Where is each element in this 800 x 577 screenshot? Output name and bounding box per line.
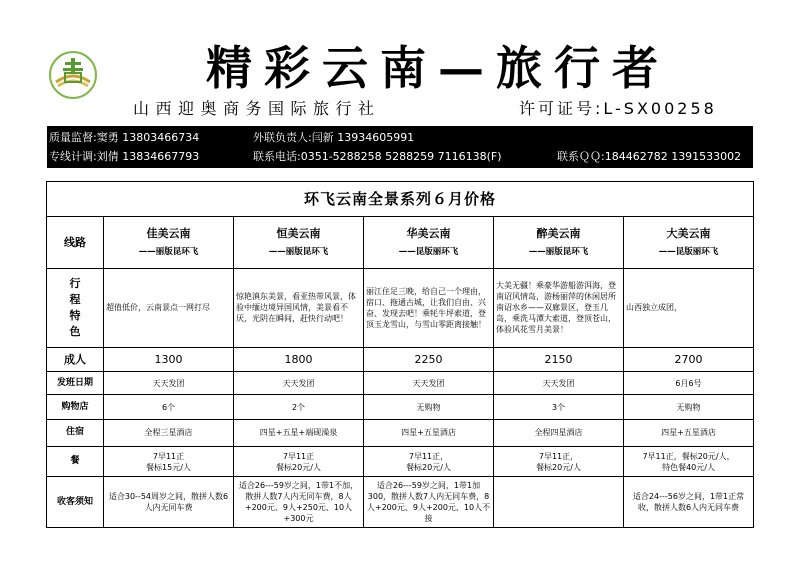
meals-value: 7早11正， 餐标20元/人: [494, 447, 624, 477]
hotel-value: 四星+五星酒店: [624, 419, 754, 446]
shopping-value: 无购物: [624, 395, 754, 419]
route-cell: [234, 217, 364, 269]
hotel-value: 四星+五星+端砚澡泉: [234, 419, 364, 446]
agency-name: 山西迎奥商务国际旅行社: [133, 99, 381, 118]
notes-value: [494, 477, 624, 528]
hotline-contact: 专线计调:刘倩 13834667793: [49, 150, 200, 163]
meals-value: 7早11正， 餐标20元/人: [364, 447, 494, 477]
adult-price: 2700: [624, 347, 754, 371]
features-text: 惊艳滇东美景，看亚热带风景，体验中缅边境异国风情，美景看不厌，光阴在瞬间，赶快行动吧！: [234, 269, 364, 348]
features-text: 山西独立成团，: [624, 269, 754, 348]
hotel-value: 四星+五星酒店: [364, 419, 494, 446]
agency-logo-icon: [48, 50, 98, 100]
contact-bar: [47, 126, 753, 168]
features-label: 行 程 特 色: [47, 269, 104, 348]
route-row: [47, 217, 754, 269]
route-name: 华美云南: [406, 226, 451, 240]
meals-row: [47, 447, 754, 477]
departure-value: 天天发团: [104, 372, 234, 395]
route-name: 醉美云南: [536, 226, 581, 240]
price-table: [46, 181, 754, 528]
route-subtitle: ——丽版昆环飞: [268, 246, 329, 257]
hotel-row: [47, 419, 754, 446]
route-cell: [104, 217, 234, 269]
departure-value: 天天发团: [364, 372, 494, 395]
shopping-value: 无购物: [364, 395, 494, 419]
meals-value: 7早11正 餐标15元/人: [104, 447, 234, 477]
shopping-label: 购物店: [47, 395, 104, 419]
adult-price-row: [47, 347, 754, 371]
hotel-label: 住宿: [47, 419, 104, 446]
features-text: 丽江住足三晚，给自己一个理由，宿口、拖通古城，让我们自由、兴奋、发现去吧！乘牦牛坪索道，登顶玉龙雪山，与雪山零距离接触！: [364, 269, 494, 348]
meals-value: 7早11正 餐标20元/人: [234, 447, 364, 477]
adult-price: 2150: [494, 347, 624, 371]
route-subtitle: ——丽版昆环飞: [528, 246, 589, 257]
notes-row: [47, 477, 754, 528]
meals-label: 餐: [47, 447, 104, 477]
route-subtitle: ——丽版昆环飞: [138, 246, 199, 257]
shopping-value: 6个: [104, 395, 234, 419]
meals-value: 7早11正，餐标20元/人， 特色餐40元/人: [624, 447, 754, 477]
departure-row: [47, 372, 754, 395]
notes-value: 适合26---59岁之间，1带1加300，散拼人数7人内无同车费，8人+200元、9人+200元、10人不接: [364, 477, 494, 528]
departure-value: 天天发团: [494, 372, 624, 395]
adult-label: 成人: [47, 347, 104, 371]
table-caption: 环飞云南全景系列６月价格: [47, 182, 754, 217]
route-cell: [364, 217, 494, 269]
features-text: 大美无疆！乘豪华游船游洱海，登南诏风情岛，游杨丽萍的休闲居所南诏水乡——双廊景区，登玉几岛，乘洗马潭大索道，登顶苍山，体验风花雪月美景！: [494, 269, 624, 348]
hotel-value: 全程四星酒店: [494, 419, 624, 446]
quality-supervisor: 质量监督:窦勇 13803466734: [49, 131, 200, 144]
notes-label: 收客须知: [47, 477, 104, 528]
features-row: [47, 269, 754, 348]
route-label: 线路: [47, 217, 104, 269]
departure-value: 天天发团: [234, 372, 364, 395]
departure-label: 发班日期: [47, 372, 104, 395]
adult-price: 1300: [104, 347, 234, 371]
notes-value: 适合24---56岁之间，1带1正常收，散拼人数6人内无同车费: [624, 477, 754, 528]
license-number: 许可证号:L-SX00258: [519, 99, 717, 118]
notes-value: 适合30--54周岁之间，散拼人数6人内无同车费: [104, 477, 234, 528]
features-text: 超值低价，云南景点一网打尽: [104, 269, 234, 348]
page-title: 精彩云南—旅行者: [206, 41, 670, 95]
adult-price: 2250: [364, 347, 494, 371]
departure-value: 6月6号: [624, 372, 754, 395]
route-name: 大美云南: [666, 226, 711, 240]
route-name: 恒美云南: [276, 226, 321, 240]
adult-price: 1800: [234, 347, 364, 371]
route-cell: [624, 217, 754, 269]
shopping-row: [47, 395, 754, 419]
hotel-value: 全程三星酒店: [104, 419, 234, 446]
qq-contact: 联系ＱＱ:184462782 1391533002: [557, 150, 742, 163]
route-cell: [494, 217, 624, 269]
shopping-value: 2个: [234, 395, 364, 419]
route-name: 佳美云南: [146, 226, 191, 240]
shopping-value: 3个: [494, 395, 624, 419]
notes-value: 适合26---59岁之间，1带1不加，散拼人数7人内无同车费，8人+200元、9人+250元、10人+300元: [234, 477, 364, 528]
liaison-contact: 外联负责人:闫新 13934605991: [253, 131, 415, 144]
phone-contact: 联系电话:0351-5288258 5288259 7116138(F): [253, 150, 502, 163]
route-subtitle: ——昆版丽环飞: [398, 246, 459, 257]
route-subtitle: ——昆版丽环飞: [658, 246, 719, 257]
